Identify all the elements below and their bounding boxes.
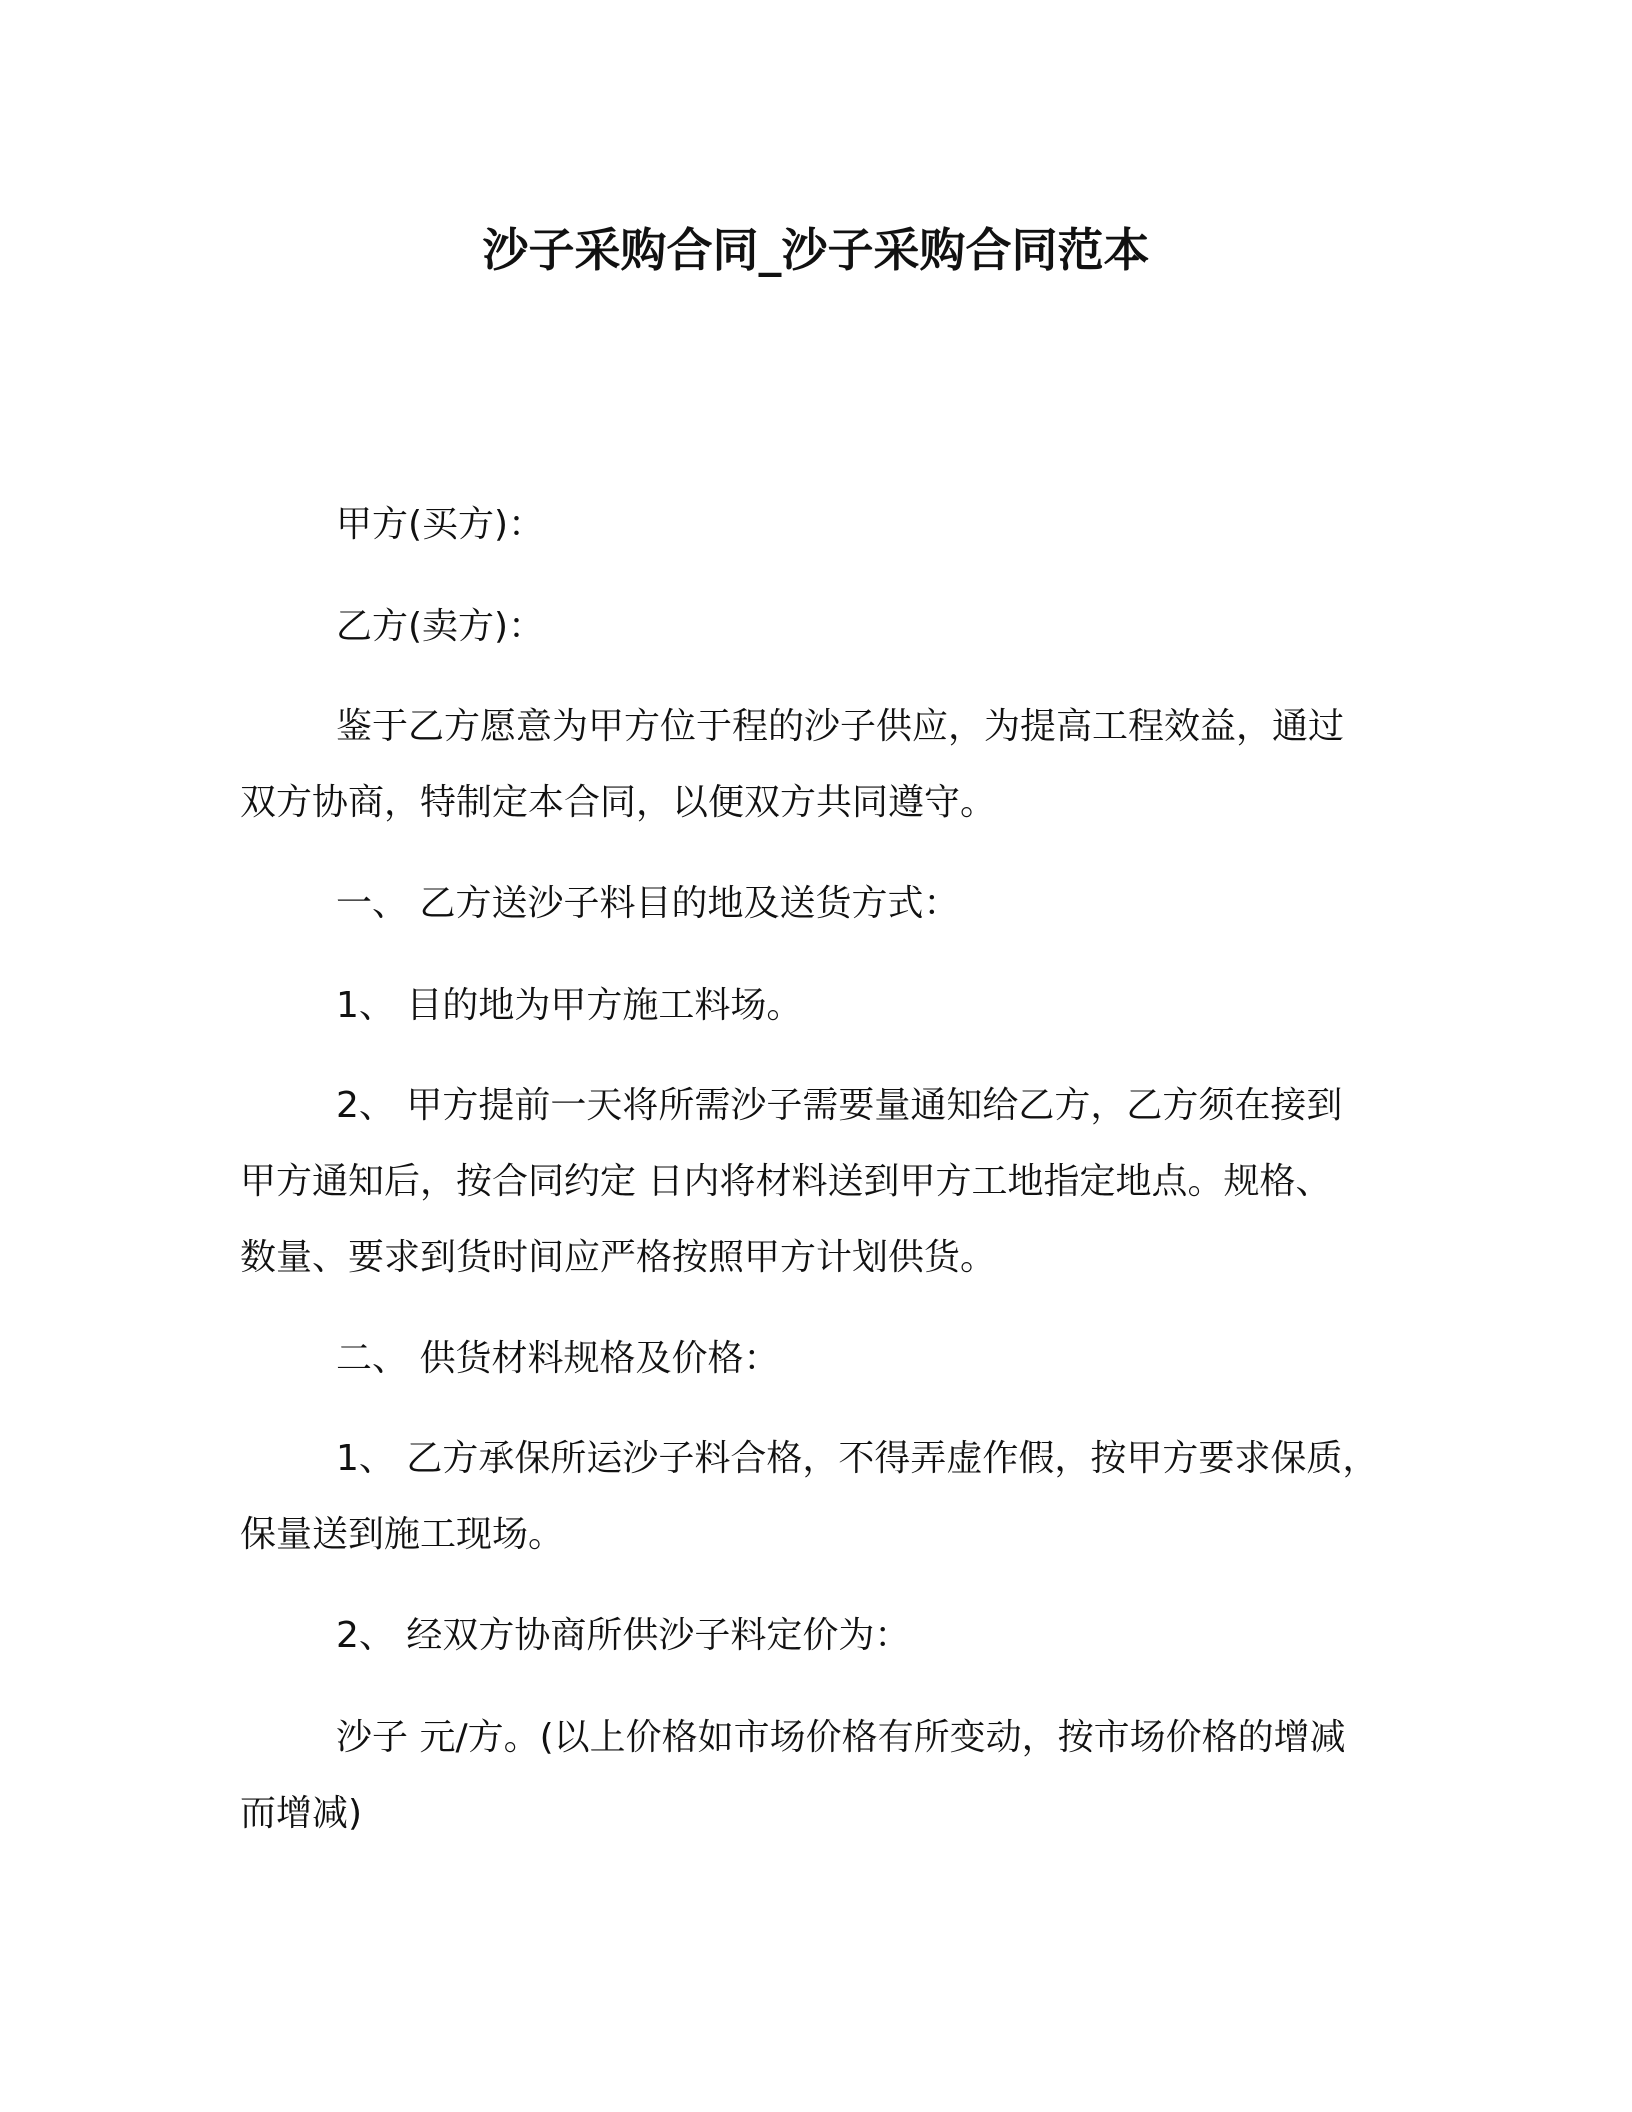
text-line: 沙子 元/方。(以上价格如市场价格有所变动，按市场价格的增减 bbox=[336, 1717, 1346, 1758]
text-line: 乙方(卖方)： bbox=[336, 606, 545, 647]
text-line: 1、 目的地为甲方施工料场。 bbox=[336, 985, 803, 1026]
clause-1-1 bbox=[240, 968, 1390, 1044]
text-line: 二、 供货材料规格及价格： bbox=[336, 1338, 780, 1379]
paragraph-party-b bbox=[240, 589, 1390, 665]
text-line: 而增减) bbox=[240, 1793, 363, 1834]
text-line: 鉴于乙方愿意为甲方位于程的沙子供应，为提高工程效益，通过 bbox=[336, 706, 1345, 747]
paragraph-preamble bbox=[240, 689, 1390, 841]
paragraph-party-a bbox=[240, 487, 1390, 563]
text-line: 甲方通知后，按合同约定 日内将材料送到甲方工地指定地点。规格、 bbox=[240, 1161, 1332, 1202]
price-clause bbox=[240, 1700, 1390, 1852]
document-title: 沙子采购合同_沙子采购合同范本 bbox=[482, 223, 1150, 277]
clause-2-1 bbox=[240, 1421, 1390, 1573]
text-line: 1、 乙方承保所运沙子料合格，不得弄虚作假，按甲方要求保质， bbox=[336, 1438, 1379, 1479]
section-heading-2 bbox=[240, 1321, 1390, 1397]
clause-1-2 bbox=[240, 1068, 1390, 1296]
text-line: 甲方(买方)： bbox=[336, 504, 545, 545]
section-heading-1 bbox=[240, 866, 1390, 942]
text-line: 一、 乙方送沙子料目的地及送货方式： bbox=[336, 883, 960, 924]
text-line: 2、 甲方提前一天将所需沙子需要量通知给乙方，乙方须在接到 bbox=[336, 1085, 1343, 1126]
text-line: 双方协商，特制定本合同，以便双方共同遵守。 bbox=[240, 782, 997, 823]
text-line: 2、 经双方协商所供沙子料定价为： bbox=[336, 1615, 911, 1656]
clause-2-2 bbox=[240, 1598, 1390, 1674]
text-line: 数量、要求到货时间应严格按照甲方计划供货。 bbox=[240, 1237, 997, 1278]
text-line: 保量送到施工现场。 bbox=[240, 1514, 565, 1555]
